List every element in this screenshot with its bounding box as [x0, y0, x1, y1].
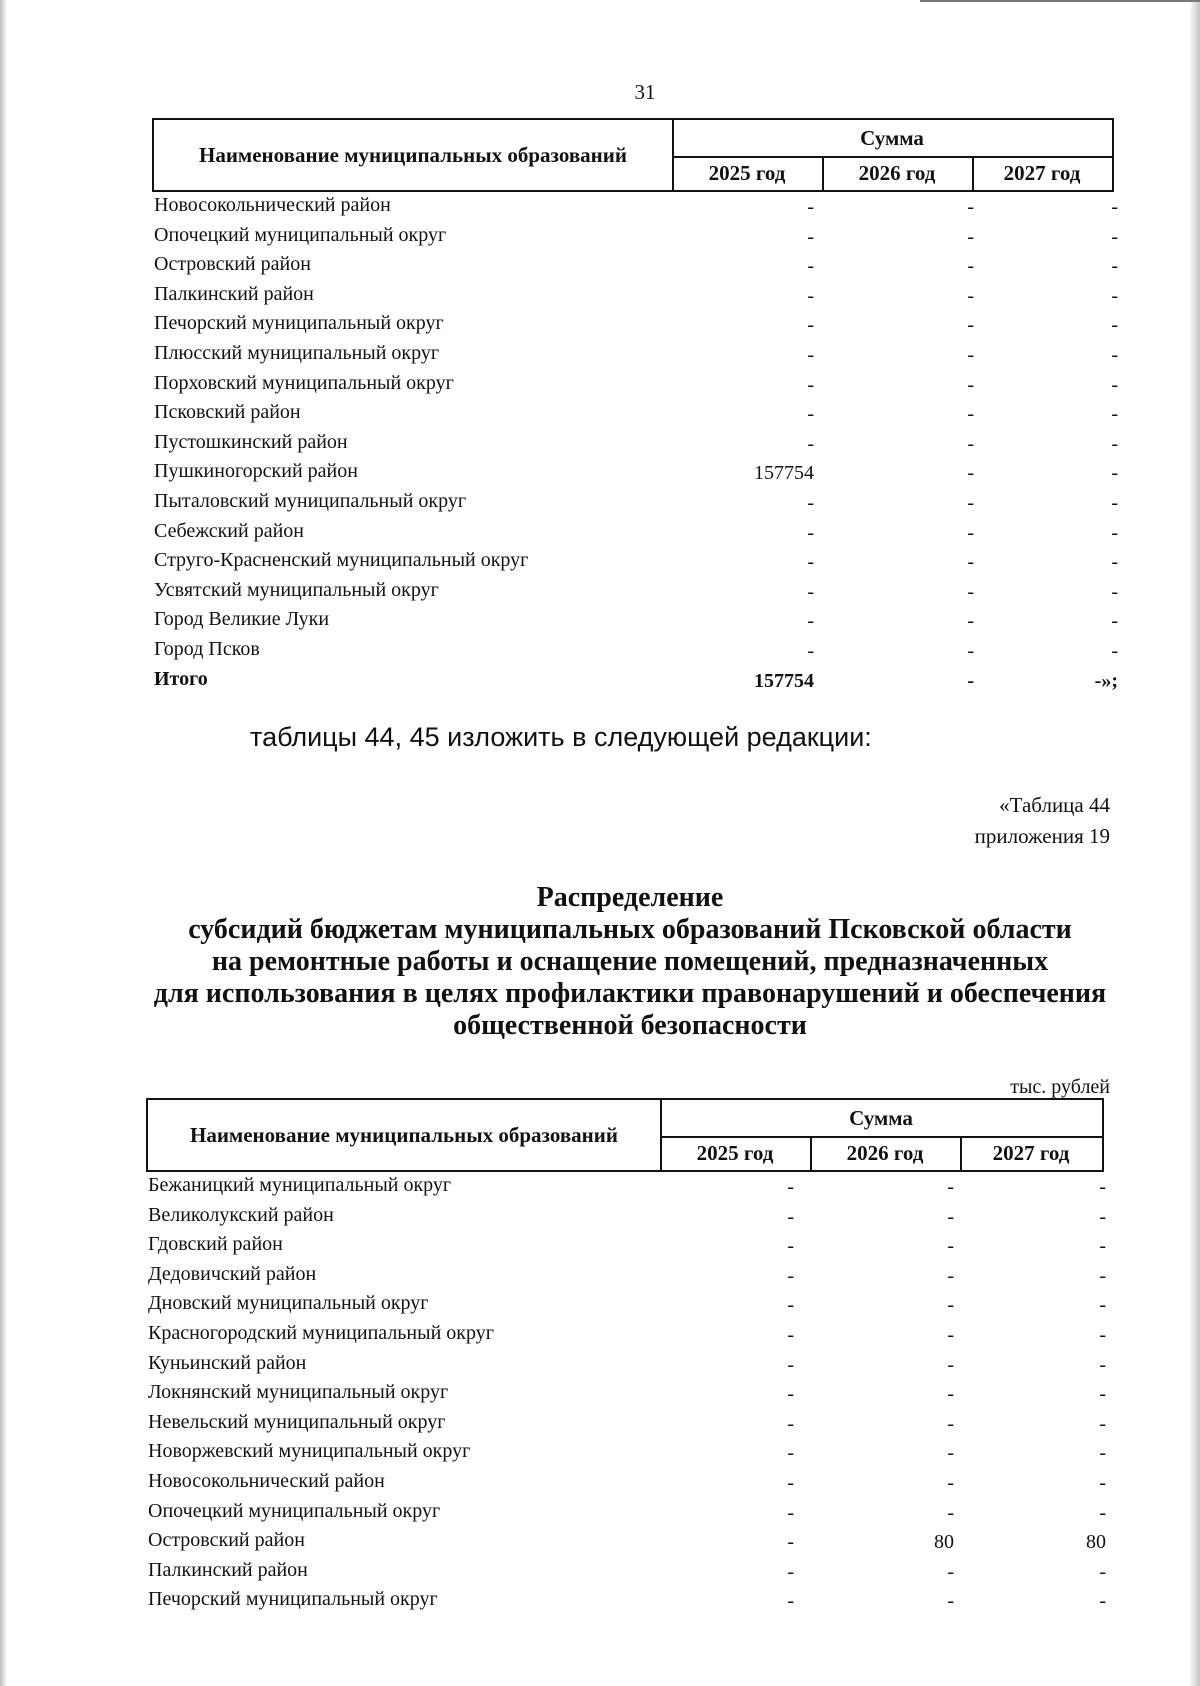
row-name: Пушкиногорский район [154, 460, 358, 483]
total-2027: -»; [1094, 669, 1118, 692]
row-value-2026: - [947, 1560, 954, 1583]
row-value-2027: - [1111, 314, 1118, 337]
table-row [152, 192, 1118, 222]
row-name: Себежский район [154, 519, 304, 542]
row-name: Островский район [154, 253, 311, 276]
table-body [146, 1172, 1104, 1616]
row-value-2025: - [807, 314, 814, 337]
row-value-2027: - [1099, 1353, 1106, 1376]
document-title [130, 882, 1130, 1042]
row-value-2026: - [947, 1442, 954, 1465]
row-value-2027: - [1099, 1235, 1106, 1258]
total-label: Итого [154, 667, 208, 690]
table-row [152, 370, 1118, 400]
row-value-2027: - [1111, 373, 1118, 396]
row-value-2026: - [967, 462, 974, 485]
total-row [152, 666, 1118, 696]
row-value-2025: - [787, 1560, 794, 1583]
row-value-2027: - [1099, 1590, 1106, 1613]
row-value-2027: - [1111, 343, 1118, 366]
header-name-column: Наименование муниципальных образований [148, 1100, 662, 1170]
row-value-2027: - [1099, 1412, 1106, 1435]
row-value-2027: - [1099, 1205, 1106, 1228]
table-row [146, 1409, 1104, 1439]
row-value-2027: - [1099, 1560, 1106, 1583]
row-value-2026: - [947, 1471, 954, 1494]
table-row [152, 636, 1118, 666]
row-name: Палкинский район [154, 282, 314, 305]
table-row [152, 399, 1118, 429]
row-name: Пыталовский муниципальный округ [154, 489, 467, 512]
row-value-2026: - [967, 314, 974, 337]
row-value-2027: - [1099, 1383, 1106, 1406]
row-value-2027: - [1111, 225, 1118, 248]
table-row [146, 1320, 1104, 1350]
row-value-2026: - [967, 196, 974, 218]
units-label: тыс. рублей [1010, 1076, 1110, 1098]
row-value-2026: - [967, 491, 974, 514]
row-value-2025: - [807, 580, 814, 603]
table-row [152, 429, 1118, 459]
row-name: Пустошкинский район [154, 430, 348, 453]
row-value-2025: - [807, 255, 814, 278]
header-year-2025: 2025 год [660, 1136, 812, 1170]
row-value-2026: - [947, 1205, 954, 1228]
table-row [152, 310, 1118, 340]
row-value-2025: - [787, 1531, 794, 1554]
title-line2: субсидий бюджетам муниципальных образований Псковской области [188, 914, 1072, 945]
row-value-2027: - [1111, 432, 1118, 455]
row-value-2026: - [947, 1590, 954, 1613]
title-line5: общественной безопасности [453, 1010, 807, 1041]
total-2026: - [967, 669, 974, 692]
row-value-2027: - [1111, 196, 1118, 218]
table-row [146, 1350, 1104, 1380]
row-value-2027: - [1099, 1323, 1106, 1346]
row-value-2025: - [807, 225, 814, 248]
title-line4: для использования в целях профилактики правонарушений и обеспечения [153, 978, 1107, 1009]
row-value-2027: - [1111, 521, 1118, 544]
row-value-2025: - [807, 551, 814, 574]
row-value-2026: - [967, 432, 974, 455]
row-value-2027: - [1099, 1501, 1106, 1524]
row-value-2026: - [967, 403, 974, 426]
row-value-2026: - [967, 373, 974, 396]
row-name: Дновский муниципальный округ [148, 1292, 429, 1315]
header-name-column: Наименование муниципальных образований [154, 120, 674, 190]
scan-edge-top [920, 0, 1200, 2]
header-year-2026: 2026 год [810, 1136, 962, 1170]
table-row [152, 488, 1118, 518]
row-value-2026: 80 [934, 1531, 954, 1554]
row-name: Струго-Красненский муниципальный округ [154, 549, 529, 572]
header-year-2026: 2026 год [822, 156, 974, 190]
table-header [146, 1098, 1104, 1172]
table-row [152, 458, 1118, 488]
row-value-2025: - [787, 1176, 794, 1198]
table-ref-line1: «Таблица 44 [999, 793, 1110, 817]
page-number: 31 [634, 80, 656, 104]
row-name: Новосокольнический район [148, 1469, 385, 1492]
table-row [146, 1202, 1104, 1232]
table-row [146, 1557, 1104, 1587]
row-name: Куньинский район [148, 1351, 307, 1374]
row-value-2025: - [787, 1353, 794, 1376]
row-value-2025: - [807, 491, 814, 514]
row-value-2025: - [787, 1590, 794, 1613]
row-value-2025: - [807, 373, 814, 396]
table-ref-line2: приложения 19 [974, 824, 1110, 848]
table-header [152, 118, 1114, 192]
table-row [152, 281, 1118, 311]
row-value-2027: - [1111, 403, 1118, 426]
row-name: Город Псков [154, 637, 260, 660]
row-value-2025: - [807, 432, 814, 455]
header-sum: Сумма [660, 1100, 1102, 1138]
row-name: Опочецкий муниципальный округ [154, 223, 447, 246]
header-year-2027: 2027 год [1003, 160, 1081, 185]
row-name: Город Великие Луки [154, 608, 330, 631]
row-value-2026: - [947, 1176, 954, 1198]
row-value-2025: - [807, 521, 814, 544]
row-value-2026: - [967, 284, 974, 307]
instruction-text: таблицы 44, 45 изложить в следующей редакции: [250, 722, 872, 752]
row-name: Гдовский район [148, 1233, 283, 1256]
row-value-2027: 80 [1086, 1531, 1106, 1554]
table-row [152, 251, 1118, 281]
row-value-2027: - [1111, 462, 1118, 485]
row-value-2027: - [1099, 1176, 1106, 1198]
page-number-container [0, 80, 1200, 105]
title-line3: на ремонтные работы и оснащение помещений, предназначенных [211, 946, 1049, 977]
row-value-2027: - [1111, 551, 1118, 574]
row-value-2025: - [787, 1442, 794, 1465]
table-row [152, 222, 1118, 252]
row-name: Бежаницкий муниципальный округ [148, 1174, 452, 1196]
row-value-2025: - [807, 196, 814, 218]
row-value-2027: - [1111, 255, 1118, 278]
table-row [146, 1527, 1104, 1557]
row-value-2026: - [947, 1235, 954, 1258]
row-value-2027: - [1111, 491, 1118, 514]
row-value-2026: - [967, 551, 974, 574]
row-value-2026: - [967, 343, 974, 366]
row-value-2026: - [947, 1294, 954, 1317]
table-row [152, 606, 1118, 636]
row-value-2026: - [967, 580, 974, 603]
row-name: Усвятский муниципальный округ [154, 578, 439, 601]
row-value-2027: - [1099, 1294, 1106, 1317]
table-row [146, 1438, 1104, 1468]
table-row [146, 1468, 1104, 1498]
row-value-2027: - [1111, 580, 1118, 603]
row-value-2026: - [947, 1323, 954, 1346]
row-name: Новоржевский муниципальный округ [148, 1440, 471, 1463]
row-name: Локнянский муниципальный округ [148, 1381, 449, 1404]
row-value-2027: - [1099, 1471, 1106, 1494]
row-value-2025: - [787, 1205, 794, 1228]
scan-edge-right [1190, 0, 1200, 1686]
row-value-2025: - [787, 1264, 794, 1287]
total-2025: 157754 [754, 669, 814, 692]
row-value-2027: - [1099, 1442, 1106, 1465]
title-line1: Распределение [536, 882, 724, 913]
table-44 [146, 1098, 1104, 1616]
row-value-2026: - [967, 521, 974, 544]
table-row [146, 1172, 1104, 1202]
row-name: Красногородский муниципальный округ [148, 1321, 494, 1344]
table-row [146, 1498, 1104, 1528]
header-sum: Сумма [672, 120, 1112, 158]
row-value-2026: - [947, 1501, 954, 1524]
row-value-2026: - [967, 610, 974, 633]
table-row [146, 1261, 1104, 1291]
row-value-2026: - [947, 1383, 954, 1406]
row-value-2026: - [967, 639, 974, 662]
row-value-2025: - [787, 1471, 794, 1494]
row-value-2027: - [1111, 610, 1118, 633]
row-name: Псковский район [154, 401, 301, 424]
table-reference [975, 790, 1110, 852]
row-name: Порховский муниципальный округ [154, 371, 454, 394]
continued-table [152, 118, 1118, 695]
row-value-2026: - [967, 225, 974, 248]
table-body [152, 192, 1118, 666]
row-value-2027: - [1111, 284, 1118, 307]
row-value-2025: - [787, 1294, 794, 1317]
row-value-2025: - [787, 1412, 794, 1435]
table-row [152, 577, 1118, 607]
table-row [152, 518, 1118, 548]
row-value-2025: - [787, 1235, 794, 1258]
table-row [146, 1379, 1104, 1409]
row-value-2027: - [1111, 639, 1118, 662]
row-name: Палкинский район [148, 1558, 308, 1581]
row-value-2025: - [787, 1383, 794, 1406]
table-row [146, 1231, 1104, 1261]
row-name: Великолукский район [148, 1203, 334, 1226]
row-name: Печорский муниципальный округ [154, 312, 444, 335]
row-name: Печорский муниципальный округ [148, 1588, 438, 1611]
row-value-2025: - [787, 1501, 794, 1524]
row-name: Островский район [148, 1529, 305, 1552]
row-value-2025: - [807, 610, 814, 633]
row-value-2025: - [807, 639, 814, 662]
row-value-2026: - [947, 1353, 954, 1376]
row-value-2026: - [967, 255, 974, 278]
row-name: Плюсский муниципальный округ [154, 341, 440, 364]
row-name: Невельский муниципальный округ [148, 1410, 446, 1433]
row-value-2025: 157754 [754, 462, 814, 485]
row-value-2025: - [787, 1323, 794, 1346]
row-value-2025: - [807, 284, 814, 307]
header-year-2027: 2027 год [992, 1140, 1070, 1165]
row-name: Новосокольнический район [154, 194, 391, 216]
row-value-2027: - [1099, 1264, 1106, 1287]
row-value-2025: - [807, 403, 814, 426]
row-value-2026: - [947, 1412, 954, 1435]
row-value-2025: - [807, 343, 814, 366]
scan-edge-left [0, 0, 6, 1686]
table-row [146, 1586, 1104, 1616]
row-value-2026: - [947, 1264, 954, 1287]
header-year-2025: 2025 год [672, 156, 824, 190]
row-name: Дедовичский район [148, 1262, 317, 1285]
table-row [152, 547, 1118, 577]
table-row [152, 340, 1118, 370]
row-name: Опочецкий муниципальный округ [148, 1499, 441, 1522]
table-row [146, 1290, 1104, 1320]
